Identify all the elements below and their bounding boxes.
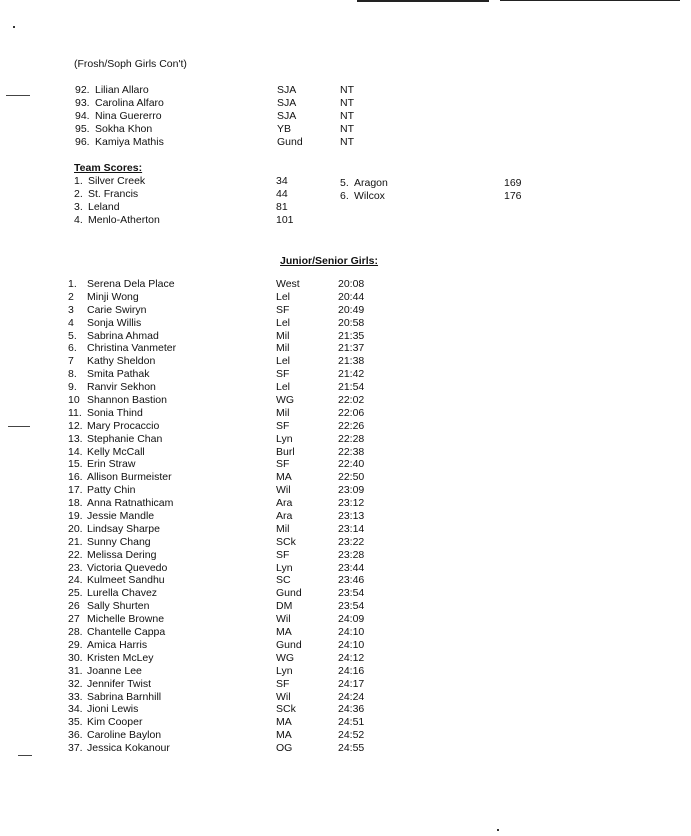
school-code: Burl — [276, 445, 295, 458]
place-number: 29. — [68, 638, 83, 651]
runner-name: Ranvir Sekhon — [87, 381, 156, 394]
school-code: Ara — [276, 510, 293, 523]
finish-time: 21:54 — [338, 381, 365, 394]
list-item — [68, 691, 388, 704]
school-code: DM — [276, 600, 293, 613]
school-code: SF — [276, 677, 290, 690]
runner-name: Sally Shurten — [87, 600, 150, 613]
runner-name: Sonia Thind — [87, 406, 143, 419]
place-number: 9. — [68, 381, 77, 394]
runner-name: Lilian Allaro — [95, 84, 149, 96]
team-points: 34 — [276, 175, 288, 187]
finish-time: 23:28 — [338, 548, 365, 561]
team-name: Menlo-Atherton — [88, 214, 160, 226]
runner-name: Kulmeet Sandhu — [87, 574, 165, 587]
place-number: 6. — [68, 342, 77, 355]
finish-time: NT — [340, 123, 354, 135]
list-item — [68, 304, 388, 317]
runner-name: Joanne Lee — [87, 664, 142, 677]
team-place: 3. — [74, 201, 83, 213]
list-item — [68, 510, 388, 523]
school-code: Gund — [277, 136, 303, 148]
place-number: 12. — [68, 419, 83, 432]
school-code: Lel — [276, 316, 291, 329]
list-item — [68, 420, 388, 433]
finish-time: 23:46 — [338, 574, 365, 587]
finish-time: 21:42 — [338, 368, 365, 381]
list-item — [68, 536, 388, 549]
place-number: 35. — [68, 716, 83, 729]
finish-time: 22:28 — [338, 432, 365, 445]
runner-name: Minji Wong — [87, 290, 139, 303]
finish-time: 24:51 — [338, 716, 365, 729]
list-item — [74, 214, 534, 227]
list-item — [75, 84, 475, 97]
finish-time: 20:44 — [338, 290, 365, 303]
runner-name: Sabrina Ahmad — [87, 329, 159, 342]
runner-name: Sonja Willis — [87, 316, 142, 329]
runner-name: Sokha Khon — [95, 123, 153, 135]
finish-time: 24:24 — [338, 690, 365, 703]
list-item — [68, 381, 388, 394]
finish-time: 23:54 — [338, 600, 365, 613]
finish-time: 23:44 — [338, 561, 365, 574]
place-number: 94. — [75, 110, 90, 122]
team-place: 4. — [74, 214, 83, 226]
finish-time: 20:58 — [338, 316, 365, 329]
finish-time: 23:22 — [338, 535, 365, 548]
team-scores-list-right — [340, 177, 540, 203]
list-item — [68, 330, 388, 343]
finish-time: 24:10 — [338, 626, 365, 639]
school-code: Lel — [276, 355, 291, 368]
team-place: 2. — [74, 188, 83, 200]
runner-name: Amica Harris — [87, 638, 148, 651]
runner-name: Jessica Kokanour — [87, 742, 170, 755]
finish-time: 22:40 — [338, 458, 365, 471]
school-code: Gund — [276, 587, 302, 600]
place-number: 4 — [68, 316, 74, 329]
school-code: WG — [276, 394, 295, 407]
list-item — [68, 742, 388, 755]
finish-time: 24:09 — [338, 613, 365, 626]
list-item — [68, 652, 388, 665]
runner-name: Sunny Chang — [87, 535, 151, 548]
runner-name: Jessie Mandle — [87, 510, 155, 523]
list-item — [75, 123, 475, 136]
team-place: 6. — [340, 190, 349, 202]
runner-name: Patty Chin — [87, 484, 136, 497]
school-code: OG — [276, 742, 293, 755]
place-number: 36. — [68, 729, 83, 742]
frosh-soph-results-list — [75, 84, 475, 149]
place-number: 27 — [68, 613, 80, 626]
scan-edge-mark — [500, 0, 680, 1]
list-item — [68, 729, 388, 742]
margin-mark — [8, 426, 30, 427]
finish-time: NT — [340, 136, 354, 148]
list-item — [68, 394, 388, 407]
school-code: Mil — [276, 522, 290, 535]
school-code: SC — [276, 574, 291, 587]
school-code: Lyn — [276, 561, 293, 574]
runner-name: Smita Pathak — [87, 368, 150, 381]
list-item — [68, 523, 388, 536]
school-code: MA — [276, 729, 292, 742]
runner-name: Nina Guererro — [95, 110, 162, 122]
place-number: 37. — [68, 742, 83, 755]
place-number: 26 — [68, 600, 80, 613]
finish-time: 23:12 — [338, 497, 365, 510]
list-item — [68, 600, 388, 613]
finish-time: 24:10 — [338, 638, 365, 651]
school-code: MA — [276, 716, 292, 729]
place-number: 1. — [68, 278, 77, 290]
place-number: 22. — [68, 548, 83, 561]
list-item — [68, 484, 388, 497]
finish-time: 23:13 — [338, 510, 365, 523]
runner-name: Carie Swiryn — [87, 303, 147, 316]
team-name: Leland — [88, 201, 120, 213]
team-name: Wilcox — [354, 190, 385, 202]
school-code: Ara — [276, 497, 293, 510]
place-number: 93. — [75, 97, 90, 109]
school-code: MA — [276, 471, 292, 484]
place-number: 34. — [68, 703, 83, 716]
finish-time: 23:09 — [338, 484, 365, 497]
continuation-heading: (Frosh/Soph Girls Con't) — [74, 58, 187, 70]
list-item — [68, 562, 388, 575]
scan-edge-mark — [357, 0, 489, 2]
school-code: SJA — [277, 110, 297, 122]
school-code: SF — [276, 303, 290, 316]
list-item — [340, 190, 540, 203]
finish-time: 24:36 — [338, 703, 365, 716]
list-item — [68, 703, 388, 716]
runner-name: Christina Vanmeter — [87, 342, 177, 355]
margin-mark — [6, 95, 30, 96]
list-item — [68, 587, 388, 600]
school-code: Wil — [276, 690, 291, 703]
list-item — [68, 639, 388, 652]
finish-time: 24:12 — [338, 651, 365, 664]
junior-senior-heading: Junior/Senior Girls: — [280, 255, 379, 267]
list-item — [75, 136, 475, 149]
finish-time: 20:49 — [338, 303, 365, 316]
place-number: 19. — [68, 510, 83, 523]
list-item — [68, 342, 388, 355]
school-code: Mil — [276, 406, 290, 419]
team-place: 1. — [74, 175, 83, 187]
finish-time: 21:38 — [338, 355, 365, 368]
team-place: 5. — [340, 177, 349, 189]
runner-name: Kamiya Mathis — [95, 136, 164, 148]
place-number: 16. — [68, 471, 83, 484]
list-item — [68, 368, 388, 381]
finish-time: NT — [340, 97, 354, 109]
finish-time: 22:50 — [338, 471, 365, 484]
place-number: 25. — [68, 587, 83, 600]
finish-time: 20:08 — [338, 278, 365, 290]
runner-name: Victoria Quevedo — [87, 561, 168, 574]
runner-name: Mary Procaccio — [87, 419, 160, 432]
list-item — [68, 613, 388, 626]
runner-name: Michelle Browne — [87, 613, 165, 626]
place-number: 8. — [68, 368, 77, 381]
list-item — [68, 665, 388, 678]
place-number: 31. — [68, 664, 83, 677]
runner-name: Chantelle Cappa — [87, 626, 166, 639]
list-item — [68, 458, 388, 471]
list-item — [75, 97, 475, 110]
list-item — [68, 355, 388, 368]
school-code: SF — [276, 368, 290, 381]
team-points: 81 — [276, 201, 288, 213]
finish-time: 22:26 — [338, 419, 365, 432]
runner-name: Kim Cooper — [87, 716, 143, 729]
school-code: Lyn — [276, 664, 293, 677]
place-number: 10 — [68, 394, 80, 407]
finish-time: 22:06 — [338, 406, 365, 419]
place-number: 23. — [68, 561, 83, 574]
runner-name: Melissa Dering — [87, 548, 157, 561]
list-item — [75, 110, 475, 123]
school-code: Lel — [276, 290, 291, 303]
finish-time: 22:38 — [338, 445, 365, 458]
team-name: Silver Creek — [88, 175, 146, 187]
runner-name: Serena Dela Place — [87, 278, 175, 290]
school-code: YB — [277, 123, 292, 135]
place-number: 18. — [68, 497, 83, 510]
runner-name: Kristen McLey — [87, 651, 154, 664]
place-number: 5. — [68, 329, 77, 342]
list-item — [68, 716, 388, 729]
place-number: 24. — [68, 574, 83, 587]
finish-time: 24:52 — [338, 729, 365, 742]
runner-name: Carolina Alfaro — [95, 97, 164, 109]
runner-name: Lindsay Sharpe — [87, 522, 160, 535]
school-code: WG — [276, 651, 295, 664]
junior-senior-results-list — [68, 278, 388, 755]
finish-time: 24:16 — [338, 664, 365, 677]
place-number: 2 — [68, 290, 74, 303]
school-code: Mil — [276, 342, 290, 355]
place-number: 32. — [68, 677, 83, 690]
runner-name: Sabrina Barnhill — [87, 690, 162, 703]
team-points: 101 — [276, 214, 294, 226]
school-code: West — [276, 278, 300, 290]
place-number: 96. — [75, 136, 90, 148]
place-number: 15. — [68, 458, 83, 471]
scan-speck — [497, 829, 499, 831]
list-item — [68, 471, 388, 484]
place-number: 3 — [68, 303, 74, 316]
place-number: 20. — [68, 522, 83, 535]
list-item — [68, 626, 388, 639]
place-number: 14. — [68, 445, 83, 458]
place-number: 21. — [68, 535, 83, 548]
place-number: 17. — [68, 484, 83, 497]
team-name: St. Francis — [88, 188, 139, 200]
list-item — [68, 317, 388, 330]
runner-name: Erin Straw — [87, 458, 136, 471]
runner-name: Stephanie Chan — [87, 432, 163, 445]
school-code: Lyn — [276, 432, 293, 445]
runner-name: Jioni Lewis — [87, 703, 139, 716]
place-number: 28. — [68, 626, 83, 639]
runner-name: Lurella Chavez — [87, 587, 158, 600]
team-points: 176 — [504, 190, 522, 202]
team-points: 44 — [276, 188, 288, 200]
place-number: 92. — [75, 84, 90, 96]
place-number: 11. — [68, 406, 82, 419]
runner-name: Kelly McCall — [87, 445, 145, 458]
place-number: 95. — [75, 123, 90, 135]
runner-name: Kathy Sheldon — [87, 355, 156, 368]
school-code: Wil — [276, 484, 291, 497]
finish-time: NT — [340, 84, 354, 96]
margin-mark — [18, 755, 32, 756]
school-code: SJA — [277, 97, 297, 109]
list-item — [68, 678, 388, 691]
finish-time: 23:54 — [338, 587, 365, 600]
team-scores-heading: Team Scores: — [74, 162, 143, 174]
list-item — [68, 497, 388, 510]
list-item — [340, 177, 540, 190]
finish-time: 23:14 — [338, 522, 365, 535]
team-points: 169 — [504, 177, 522, 189]
finish-time: 21:35 — [338, 329, 365, 342]
school-code: SF — [276, 548, 290, 561]
list-item — [68, 549, 388, 562]
school-code: SF — [276, 458, 290, 471]
runner-name: Allison Burmeister — [87, 471, 172, 484]
runner-name: Anna Ratnathicam — [87, 497, 174, 510]
finish-time: 21:37 — [338, 342, 365, 355]
school-code: Mil — [276, 329, 290, 342]
school-code: Lel — [276, 381, 291, 394]
list-item — [68, 291, 388, 304]
school-code: SF — [276, 419, 290, 432]
list-item — [68, 446, 388, 459]
list-item — [68, 278, 388, 291]
school-code: SCk — [276, 535, 296, 548]
finish-time: 22:02 — [338, 394, 365, 407]
place-number: 13. — [68, 432, 83, 445]
team-name: Aragon — [354, 177, 388, 189]
school-code: Gund — [276, 638, 302, 651]
runner-name: Caroline Baylon — [87, 729, 162, 742]
list-item — [68, 433, 388, 446]
place-number: 30. — [68, 651, 83, 664]
finish-time: 24:55 — [338, 742, 365, 755]
place-number: 7 — [68, 355, 74, 368]
list-item — [68, 574, 388, 587]
place-number: 33. — [68, 690, 83, 703]
school-code: SJA — [277, 84, 297, 96]
school-code: MA — [276, 626, 292, 639]
school-code: SCk — [276, 703, 296, 716]
scan-speck — [13, 26, 15, 28]
list-item — [68, 407, 388, 420]
finish-time: 24:17 — [338, 677, 365, 690]
runner-name: Jennifer Twist — [87, 677, 151, 690]
finish-time: NT — [340, 110, 354, 122]
runner-name: Shannon Bastion — [87, 394, 167, 407]
school-code: Wil — [276, 613, 291, 626]
